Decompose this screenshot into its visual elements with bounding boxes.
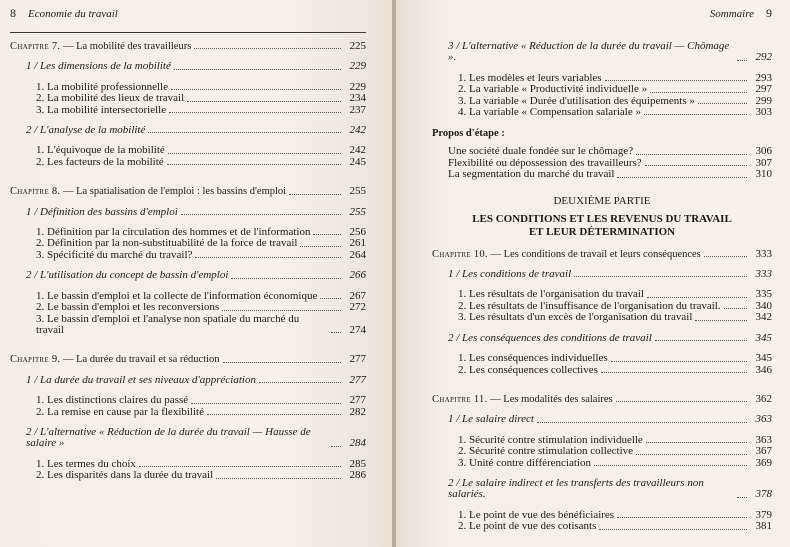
dot-leader	[222, 310, 341, 311]
entry-title: Une société duale fondée sur le chômage?	[448, 145, 634, 158]
dot-leader	[647, 297, 747, 298]
dot-leader	[650, 92, 747, 93]
dot-leader	[194, 48, 341, 49]
entry-title: 1. Les résultats de l'organisation du travail	[458, 288, 644, 301]
page-ref: 333	[755, 268, 772, 281]
chapter-title: — La spatialisation de l'emploi : les bassins d'emploi	[62, 186, 287, 198]
chapter-label: Chapitre 8.	[10, 186, 61, 198]
dot-leader	[601, 372, 747, 373]
page-ref: 242	[349, 144, 366, 157]
entry-title: 2. La variable « Productivité individuelle »	[458, 83, 648, 96]
dot-leader	[171, 89, 341, 90]
page-ref: 277	[349, 394, 366, 407]
page-ref: 367	[755, 445, 772, 458]
entry-title: 2 / L'utilisation du concept de bassin d'emploi	[26, 269, 229, 282]
dot-leader	[655, 340, 747, 341]
entry-title: 1 / Définition des bassins d'emploi	[26, 205, 178, 218]
page-ref: 378	[755, 488, 772, 501]
entry-title: 2. Les disparités dans la durée du travail	[36, 469, 214, 482]
entry-title: 1. Les conséquences individuelles	[458, 352, 608, 365]
entry-title	[10, 186, 286, 197]
page-ref: 299	[755, 94, 772, 107]
entry-title: 1 / Les dimensions de la mobilité	[26, 60, 171, 73]
dot-leader	[636, 154, 747, 155]
toc-entry	[458, 446, 772, 457]
dot-leader	[737, 497, 747, 498]
dot-leader	[259, 382, 341, 383]
entry-title: 1 / Les conditions de travail	[448, 268, 572, 281]
entry-title	[10, 41, 191, 52]
toc-propos	[432, 146, 772, 180]
section-entry	[26, 375, 366, 386]
dot-leader	[698, 103, 747, 104]
dot-leader	[574, 276, 747, 277]
page-ref: 229	[349, 80, 366, 93]
entry-title: 2. Le bassin d'emploi et les reconversions	[36, 301, 220, 314]
entry-title	[432, 249, 701, 260]
entry-title: 2. La mobilité des lieux de travail	[36, 92, 185, 105]
page-ref: 381	[755, 520, 772, 533]
toc-entry	[36, 470, 366, 481]
toc-entry	[36, 93, 366, 104]
section-entry	[26, 61, 366, 72]
section-entry	[448, 478, 772, 501]
entry-title: 2. Les facteurs de la mobilité	[36, 155, 164, 168]
entry-title: 1. Le point de vue des bénéficiaires	[458, 508, 615, 521]
chapter-title: — Les modalités des salaires	[490, 393, 613, 405]
section-entry	[448, 333, 772, 344]
dot-leader	[320, 298, 341, 299]
page-ref: 363	[755, 413, 772, 426]
page-ref: 303	[755, 106, 772, 119]
toc-entry	[36, 250, 366, 261]
entry-title	[432, 394, 613, 405]
page-ref: 261	[349, 237, 366, 250]
right-page	[396, 0, 790, 547]
entry-title: 1. Définition par la circulation des hommes et de l'information	[36, 226, 311, 239]
chapter-label: Chapitre 9.	[10, 354, 61, 366]
dot-leader	[289, 194, 341, 195]
page-ref: 272	[349, 301, 366, 314]
dot-leader	[174, 69, 341, 70]
page-ref: 282	[349, 405, 366, 418]
chapter-entry	[432, 249, 772, 260]
running-head-title: Sommaire	[709, 8, 754, 20]
page-ref: 267	[349, 289, 366, 302]
dot-leader	[331, 446, 341, 447]
toc-entry	[36, 395, 366, 406]
dot-leader	[646, 442, 747, 443]
page-ref: 342	[755, 311, 772, 324]
entry-title: 2. Les résultats de l'insuffisance de l'organisation du travail.	[458, 299, 721, 312]
chapter-entry	[10, 41, 366, 52]
dot-leader	[223, 362, 341, 363]
page-ref: 264	[349, 248, 366, 261]
dot-leader	[139, 466, 341, 467]
chapter-title: — Les conditions de travail et leurs conséquences	[490, 248, 701, 260]
page-ref: 346	[755, 363, 772, 376]
entry-title: 1. Le bassin d'emploi et la collecte de l'information économique	[36, 289, 318, 302]
section-entry	[448, 414, 772, 425]
toc-entry	[36, 157, 366, 168]
toc-entry	[458, 521, 772, 532]
entry-title: 3 / L'alternative « Réduction de la durée du travail — Chômage ».	[448, 40, 730, 64]
entry-title: 3. Unité contre différenciation	[458, 456, 591, 469]
page-ref: 229	[349, 60, 366, 73]
page-number: 9	[766, 6, 772, 20]
page-ref: 284	[349, 437, 366, 450]
dot-leader	[617, 177, 747, 178]
chapter-label: Chapitre 7.	[10, 41, 61, 52]
entry-title: 1 / Le salaire direct	[448, 413, 534, 426]
toc-entry	[458, 458, 772, 469]
page-ref: 286	[349, 469, 366, 482]
page-number: 8	[10, 6, 16, 20]
page-ref: 293	[755, 71, 772, 84]
chapter-entry	[10, 186, 366, 197]
page-ref: 242	[349, 124, 366, 137]
page-ref: 292	[755, 51, 772, 64]
chapter-entry	[432, 394, 772, 405]
dot-leader	[737, 60, 747, 61]
dot-leader	[231, 278, 341, 279]
toc-entry	[458, 84, 772, 95]
entry-title: 1. L'équivoque de la mobilité	[36, 144, 165, 157]
page-ref: 266	[349, 269, 366, 282]
toc-entry	[36, 407, 366, 418]
entry-title: 2 / Le salaire indirect et les transferts des travailleurs non salariés.	[448, 476, 704, 501]
chapter-entry	[10, 354, 366, 365]
entry-title: 2 / Les conséquences des conditions de travail	[448, 331, 652, 344]
dot-leader	[724, 308, 747, 309]
right-running-head	[432, 6, 772, 22]
entry-title: 2. La remise en cause par la flexibilité	[36, 405, 204, 418]
dot-leader	[187, 101, 341, 102]
page-ref: 345	[755, 352, 772, 365]
page-ref: 306	[755, 145, 772, 158]
page-ref: 255	[349, 185, 366, 198]
dot-leader	[537, 422, 747, 423]
entry-title: 1 / La durée du travail et ses niveaux d'appréciation	[26, 373, 256, 386]
header-rule	[10, 32, 366, 33]
page-ref: 333	[755, 247, 772, 260]
section-entry	[26, 270, 366, 281]
left-page	[0, 0, 392, 547]
page-ref: 307	[755, 156, 772, 169]
dot-leader	[216, 478, 341, 479]
dot-leader	[300, 246, 341, 247]
part-title-line: LES CONDITIONS ET LES REVENUS DU TRAVAIL	[472, 212, 732, 225]
entry-title: 2. Le point de vue des cotisants	[458, 520, 597, 533]
entry-title: 2. Définition par la non-substituabilité de la force de travail	[36, 237, 298, 250]
entry-title: La segmentation du marché du travail	[448, 168, 615, 181]
toc-entry	[36, 302, 366, 313]
spacer	[432, 376, 772, 390]
page-ref: 297	[755, 83, 772, 96]
chapter-title: — La mobilité des travailleurs	[62, 41, 192, 52]
section-entry	[448, 41, 772, 64]
section-entry	[448, 269, 772, 280]
toc-left	[10, 41, 366, 482]
part-label: DEUXIÈME PARTIE	[553, 194, 651, 207]
dot-leader	[616, 401, 747, 402]
page-ref: 335	[755, 288, 772, 301]
part-title-line: ET LEUR DÉTERMINATION	[528, 225, 676, 238]
dot-leader	[191, 403, 341, 404]
dot-leader	[195, 257, 341, 258]
page-ref: 255	[349, 205, 366, 218]
entry-title: 3. La variable « Durée d'utilisation des équipements »	[458, 94, 695, 107]
toc-entry	[458, 107, 772, 118]
dot-leader	[599, 529, 747, 530]
page-ref: 285	[349, 457, 366, 470]
dot-leader	[168, 153, 341, 154]
entry-title: 3. Les résultats d'un excès de l'organisation du travail	[458, 311, 693, 324]
toc-entry	[36, 105, 366, 116]
entry-title: 4. La variable « Compensation salariale »	[458, 106, 641, 119]
page-ref: 234	[349, 92, 366, 105]
page-ref: 340	[755, 299, 772, 312]
toc-right-bottom	[432, 249, 772, 533]
dot-leader	[167, 164, 341, 165]
entry-title: 2. Les conséquences collectives	[458, 363, 598, 376]
entry-title: 2 / L'analyse de la mobilité	[26, 124, 146, 137]
dot-leader	[594, 465, 747, 466]
page-ref: 363	[755, 433, 772, 446]
page-ref: 274	[349, 323, 366, 336]
page-ref: 379	[755, 508, 772, 521]
entry-title: 2 / L'alternative « Réduction de la durée du travail — Hausse de salaire »	[26, 425, 311, 450]
dot-leader	[704, 256, 747, 257]
dot-leader	[645, 165, 747, 166]
toc-entry	[458, 365, 772, 376]
dot-leader	[313, 234, 341, 235]
spacer	[10, 168, 366, 182]
toc-entry	[458, 353, 772, 364]
page-ref: 310	[755, 168, 772, 181]
dot-leader	[617, 517, 747, 518]
chapter-title: — La durée du travail et sa réduction	[62, 354, 220, 366]
left-running-head	[10, 6, 366, 22]
page-ref: 345	[755, 331, 772, 344]
page-ref: 237	[349, 103, 366, 116]
dot-leader	[181, 214, 341, 215]
propos-heading: Propos d'étape :	[432, 128, 505, 140]
entry-title: Flexibilité ou dépossession des travailleurs?	[448, 156, 642, 169]
dot-leader	[207, 414, 341, 415]
dot-leader	[169, 112, 341, 113]
propos-entry	[448, 169, 772, 180]
entry-title: 1. Les distinctions claires du passé	[36, 394, 189, 407]
section-entry	[26, 125, 366, 136]
entry-title: 1. La mobilité professionnelle	[36, 80, 168, 93]
dot-leader	[636, 454, 747, 455]
page-ref: 277	[349, 373, 366, 386]
section-entry	[26, 207, 366, 218]
chapter-label: Chapitre 10.	[432, 248, 488, 260]
toc-right-top	[432, 41, 772, 118]
page-ref: 362	[755, 392, 772, 405]
entry-title: 1. Les modèles et leurs variables	[458, 71, 602, 84]
entry-title: 2. Sécurité contre stimulation collective	[458, 445, 634, 458]
dot-leader	[331, 332, 341, 333]
running-head-title: Economie du travail	[28, 8, 118, 20]
page-ref: 245	[349, 155, 366, 168]
entry-title: 3. Le bassin d'emploi et l'analyse non spatiale du marché du travail	[36, 312, 300, 336]
entry-title	[10, 354, 220, 365]
dot-leader	[644, 114, 747, 115]
entry-title: 3. Spécificité du marché du travail?	[36, 248, 193, 261]
page-ref: 369	[755, 456, 772, 469]
entry-title: 1. Les termes du choix	[36, 457, 136, 470]
page-ref: 225	[349, 40, 366, 52]
toc-entry	[458, 312, 772, 323]
part-title	[432, 213, 772, 239]
spacer	[10, 336, 366, 350]
entry-title: 1. Sécurité contre stimulation individuelle	[458, 433, 643, 446]
section-entry	[26, 427, 366, 450]
dot-leader	[148, 132, 341, 133]
chapter-label: Chapitre 11.	[432, 393, 488, 405]
dot-leader	[605, 80, 747, 81]
page-ref: 277	[349, 353, 366, 366]
entry-title: 3. La mobilité intersectorielle	[36, 103, 167, 116]
page-ref: 256	[349, 226, 366, 239]
dot-leader	[611, 361, 747, 362]
dot-leader	[695, 320, 747, 321]
toc-entry	[36, 314, 366, 337]
